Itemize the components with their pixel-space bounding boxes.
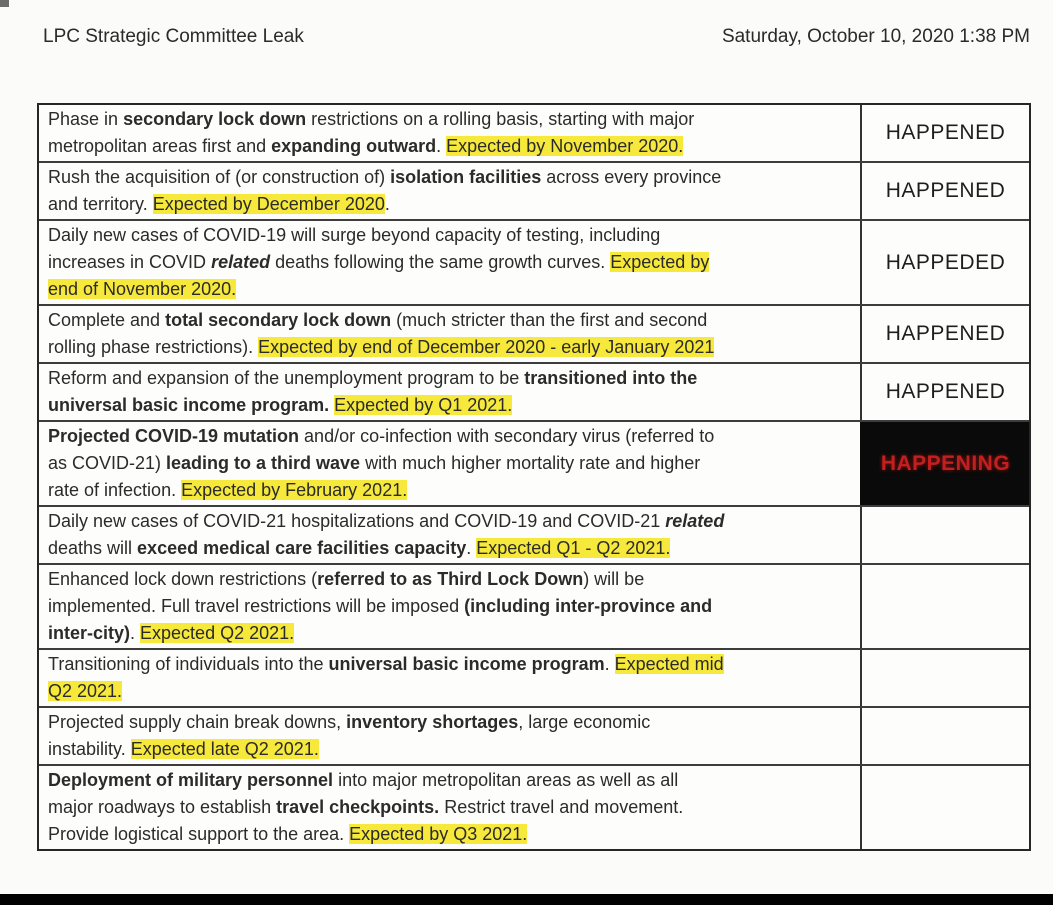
row-description [39, 306, 860, 362]
bottom-black-bar [0, 894, 1053, 905]
row-description [39, 766, 860, 849]
text-segment: , large economic [518, 712, 651, 732]
text-segment: universal basic income program. [48, 395, 330, 415]
table-row [39, 362, 1029, 420]
text-segment: inter-city) [48, 623, 131, 643]
text-segment: . [130, 623, 141, 643]
text-segment: Rush the acquisition of (or construction of) [48, 167, 391, 187]
text-segment: total secondary lock down [165, 310, 392, 330]
row-description [39, 163, 860, 219]
row-status-cell [860, 650, 1029, 706]
row-status-cell: HAPPENED [860, 364, 1029, 420]
text-segment: Phase in [48, 109, 124, 129]
table-row [39, 219, 1029, 304]
text-segment: and territory. [48, 194, 153, 214]
description-line [48, 392, 852, 419]
description-line [48, 821, 852, 848]
text-segment: Transitioning of individuals into the [48, 654, 329, 674]
highlighted-text-segment: Q2 2021. [48, 681, 123, 701]
description-line [48, 651, 852, 678]
description-line [48, 593, 852, 620]
description-line [48, 133, 852, 160]
description-line [48, 508, 852, 535]
text-segment: isolation facilities [390, 167, 542, 187]
document-header [43, 26, 1030, 48]
row-status-cell: HAPPENED [860, 163, 1029, 219]
predictions-table [37, 103, 1031, 851]
text-segment: . [384, 194, 390, 214]
description-line [48, 222, 852, 249]
row-status-cell: HAPPENING [860, 422, 1029, 505]
row-status-cell: HAPPEDED [860, 221, 1029, 304]
text-segment: increases in COVID [48, 252, 212, 272]
row-description [39, 422, 860, 505]
table-row [39, 706, 1029, 764]
text-segment: Deployment of military personnel [48, 770, 334, 790]
highlighted-text-segment: Expected by end of December 2020 - early January 2021 [258, 337, 715, 357]
text-segment: deaths following the same growth curves. [270, 252, 611, 272]
highlighted-text-segment: Expected by [610, 252, 710, 272]
highlighted-text-segment: Expected Q2 2021. [140, 623, 295, 643]
row-description [39, 105, 860, 161]
description-line [48, 535, 852, 562]
text-segment: Restrict travel and movement. [439, 797, 684, 817]
text-segment: (including inter-province and [464, 596, 713, 616]
description-line [48, 423, 852, 450]
text-segment: metropolitan areas first and [48, 136, 272, 156]
table-row [39, 764, 1029, 849]
text-segment: Projected supply chain break downs, [48, 712, 347, 732]
row-status-cell: HAPPENED [860, 105, 1029, 161]
description-line [48, 450, 852, 477]
text-segment: ) will be [583, 569, 645, 589]
row-status-cell [860, 565, 1029, 648]
text-segment: Provide logistical support to the area. [48, 824, 350, 844]
text-segment: Projected COVID-19 mutation [48, 426, 300, 446]
row-description [39, 507, 860, 563]
highlighted-text-segment: Expected by February 2021. [181, 480, 408, 500]
text-segment: major roadways to establish [48, 797, 277, 817]
description-line [48, 794, 852, 821]
text-segment: rate of infection. [48, 480, 182, 500]
row-description [39, 364, 860, 420]
description-line [48, 736, 852, 763]
table-row [39, 161, 1029, 219]
highlighted-text-segment: Expected by Q3 2021. [349, 824, 528, 844]
text-segment: (much stricter than the first and second [391, 310, 708, 330]
highlighted-text-segment: end of November 2020. [48, 279, 237, 299]
description-line [48, 106, 852, 133]
text-segment: referred to as Third Lock Down [317, 569, 584, 589]
text-segment: inventory shortages [346, 712, 519, 732]
description-line [48, 566, 852, 593]
description-line [48, 620, 852, 647]
text-segment: Reform and expansion of the unemployment program to be [48, 368, 525, 388]
row-status-cell [860, 766, 1029, 849]
text-segment: rolling phase restrictions). [48, 337, 259, 357]
highlighted-text-segment: Expected mid [614, 654, 724, 674]
table-row [39, 505, 1029, 563]
text-segment: as COVID-21) [48, 453, 167, 473]
text-segment: travel checkpoints. [276, 797, 440, 817]
table-row [39, 304, 1029, 362]
row-description [39, 650, 860, 706]
text-segment: Complete and [48, 310, 166, 330]
description-line [48, 477, 852, 504]
text-segment: instability. [48, 739, 131, 759]
highlighted-text-segment: Expected Q1 - Q2 2021. [476, 538, 671, 558]
text-segment: related [665, 511, 725, 531]
photo-corner-artifact [0, 0, 9, 7]
table-row [39, 420, 1029, 505]
description-line [48, 334, 852, 361]
highlighted-text-segment: Expected late Q2 2021. [130, 739, 319, 759]
text-segment: Daily new cases of COVID-21 hospitalizations and COVID-19 and COVID-21 [48, 511, 666, 531]
text-segment: . [436, 136, 447, 156]
text-segment: leading to a third wave [166, 453, 361, 473]
description-line [48, 678, 852, 705]
text-segment: Daily new cases of COVID-19 will surge beyond capacity of testing, including [48, 225, 661, 245]
text-segment: restrictions on a rolling basis, starting with major [306, 109, 695, 129]
text-segment: into major metropolitan areas as well as all [333, 770, 679, 790]
text-segment: implemented. Full travel restrictions will be imposed [48, 596, 465, 616]
row-status-cell [860, 507, 1029, 563]
text-segment: and/or co-infection with secondary virus (referred to [299, 426, 715, 446]
description-line [48, 767, 852, 794]
text-segment: deaths will [48, 538, 138, 558]
highlighted-text-segment: Expected by December 2020 [152, 194, 385, 214]
text-segment: related [211, 252, 271, 272]
text-segment: . [604, 654, 615, 674]
text-segment: across every province [541, 167, 722, 187]
text-segment: universal basic income program [328, 654, 605, 674]
row-description [39, 565, 860, 648]
description-line [48, 249, 852, 276]
text-segment: exceed medical care facilities capacity [137, 538, 467, 558]
page-title: LPC Strategic Committee Leak [43, 26, 304, 47]
table-row [39, 105, 1029, 161]
text-segment: secondary lock down [123, 109, 307, 129]
highlighted-text-segment: Expected by Q1 2021. [334, 395, 513, 415]
description-line [48, 276, 852, 303]
row-description [39, 221, 860, 304]
description-line [48, 365, 852, 392]
text-segment: expanding outward [271, 136, 437, 156]
text-segment: transitioned into the [524, 368, 698, 388]
text-segment: . [466, 538, 477, 558]
text-segment: with much higher mortality rate and higher [360, 453, 701, 473]
row-status-cell [860, 708, 1029, 764]
row-description [39, 708, 860, 764]
description-line [48, 191, 852, 218]
text-segment: Enhanced lock down restrictions ( [48, 569, 318, 589]
row-status-cell: HAPPENED [860, 306, 1029, 362]
description-line [48, 307, 852, 334]
description-line [48, 164, 852, 191]
table-row [39, 563, 1029, 648]
description-line [48, 709, 852, 736]
table-row [39, 648, 1029, 706]
header-timestamp: Saturday, October 10, 2020 1:38 PM [721, 26, 1030, 47]
highlighted-text-segment: Expected by November 2020. [446, 136, 684, 156]
